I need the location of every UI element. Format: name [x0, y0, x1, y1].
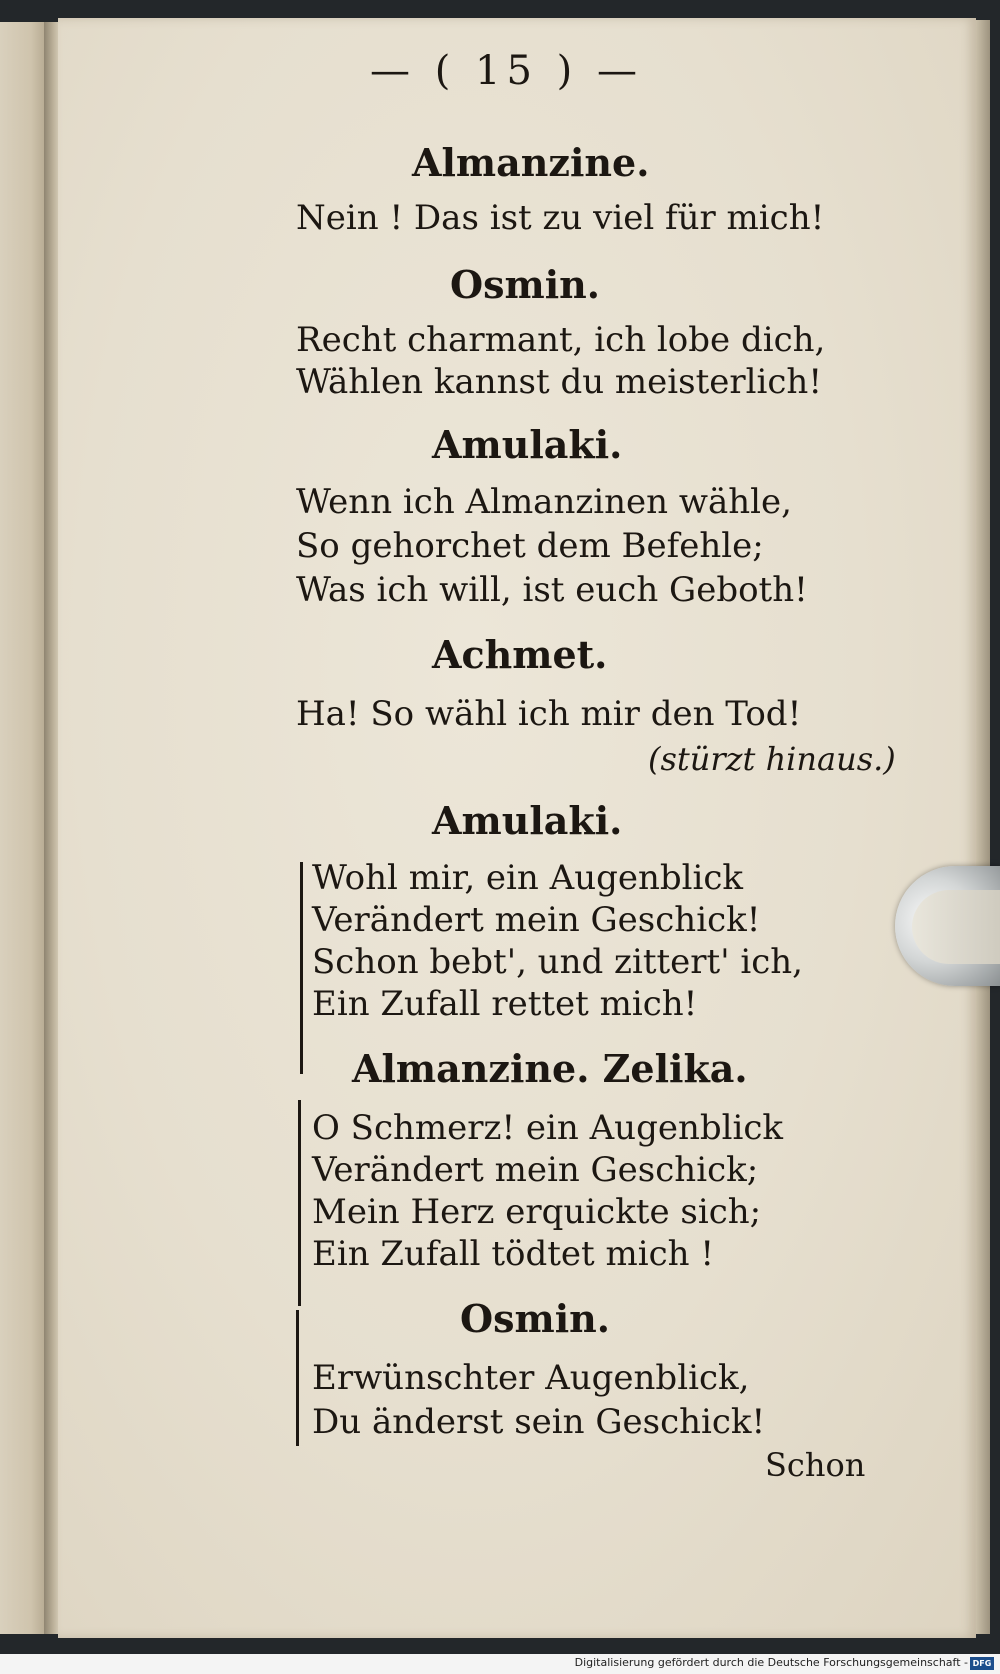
verse-line: Verändert mein Geschick;	[312, 1150, 759, 1190]
verse-line: Verändert mein Geschick!	[312, 900, 761, 940]
speaker-osmin: Osmin.	[460, 1296, 610, 1341]
dfg-logo: DFG	[970, 1657, 994, 1670]
verse-line: Schon bebt', und zittert' ich,	[312, 942, 803, 982]
page-clip-inner	[912, 890, 1000, 964]
speaker-amulaki: Amulaki.	[432, 798, 623, 843]
verse-bracket	[296, 1310, 299, 1446]
speaker-osmin: Osmin.	[450, 262, 600, 307]
verse-line: O Schmerz! ein Augenblick	[312, 1108, 784, 1148]
left-page-edge	[0, 22, 44, 1634]
verse-line: Wohl mir, ein Augenblick	[312, 858, 744, 898]
verse-line: Du änderst sein Geschick!	[312, 1402, 766, 1442]
speaker-almanzine: Almanzine.	[412, 140, 650, 185]
verse-line: Ha! So wähl ich mir den Tod!	[296, 694, 802, 734]
verse-line: Ein Zufall tödtet mich !	[312, 1234, 715, 1274]
verse-line: Recht charmant, ich lobe dich,	[296, 320, 826, 360]
verse-bracket	[298, 1100, 301, 1306]
speaker-amulaki: Amulaki.	[432, 422, 623, 467]
verse-line: Erwünschter Augenblick,	[312, 1358, 750, 1398]
verse-bracket	[300, 862, 303, 1074]
verse-line: Wählen kannst du meisterlich!	[296, 362, 822, 402]
speaker-almanzine-zelika: Almanzine. Zelika.	[352, 1046, 748, 1091]
stage-direction: (stürzt hinaus.)	[648, 740, 896, 778]
verse-line: Was ich will, ist euch Geboth!	[296, 570, 808, 610]
verse-line: Wenn ich Almanzinen wähle,	[296, 482, 792, 522]
catchword: Schon	[765, 1446, 866, 1484]
verse-line: Mein Herz erquickte sich;	[312, 1192, 762, 1232]
page-number: — ( 15 ) —	[370, 48, 643, 94]
speaker-achmet: Achmet.	[432, 632, 608, 677]
verse-line: Ein Zufall rettet mich!	[312, 984, 698, 1024]
verse-line: Nein ! Das ist zu viel für mich!	[296, 198, 825, 238]
page-edge	[976, 20, 990, 1634]
verse-line: So gehorchet dem Befehle;	[296, 526, 764, 566]
footer-credit: Digitalisierung gefördert durch die Deutsche Forschungsgemeinschaft -	[574, 1656, 968, 1669]
